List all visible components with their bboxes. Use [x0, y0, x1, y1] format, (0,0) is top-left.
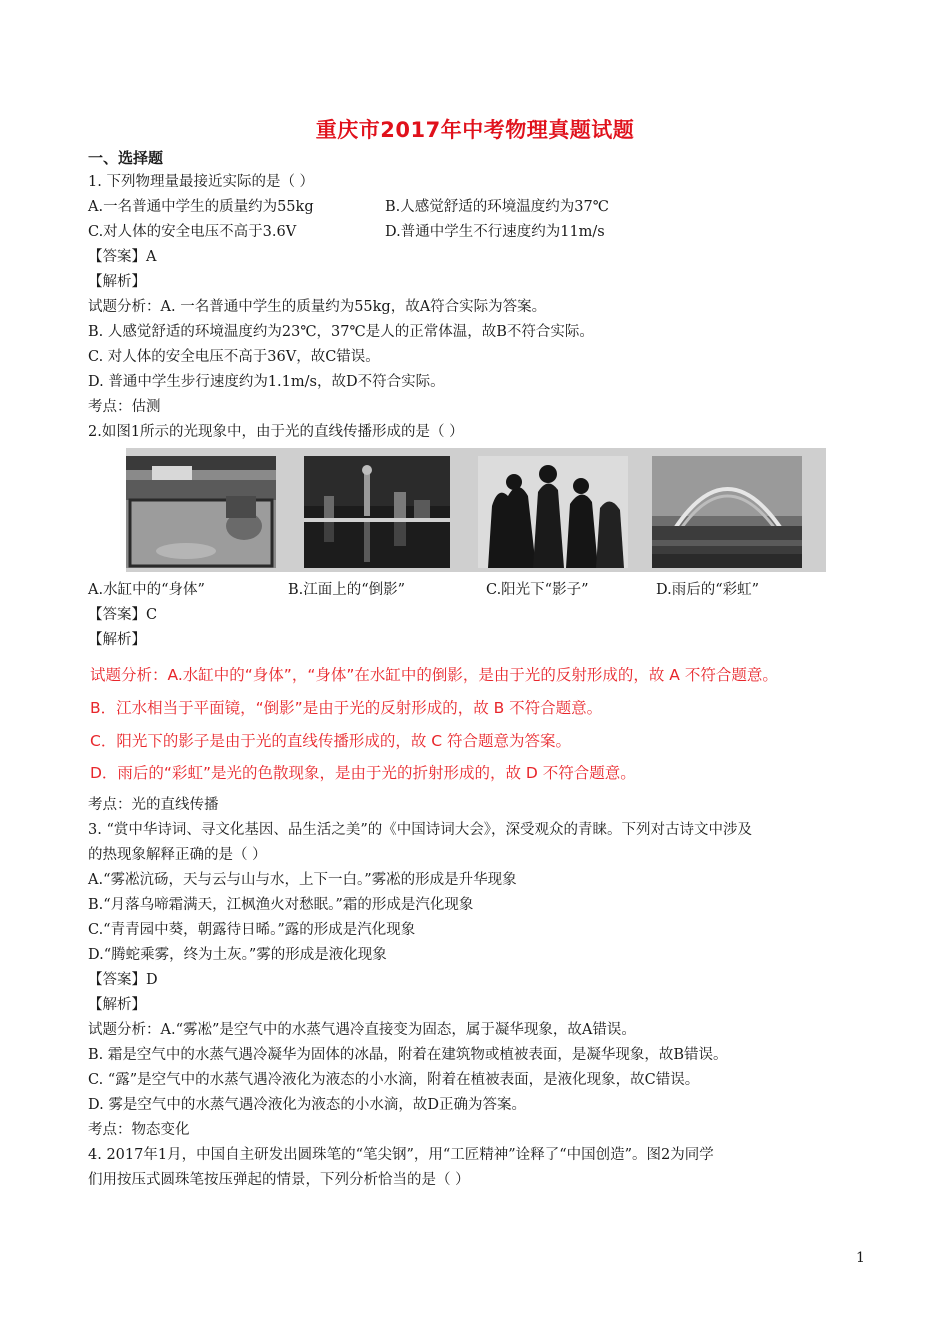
q2-analysis-red-line: B．江水相当于平面镜，“倒影”是由于光的反射形成的，故 B 不符合题意。	[90, 699, 603, 717]
q1-option-b: B.人感觉舒适的环境温度约为37℃	[385, 199, 609, 215]
figure-1-photo-strip	[126, 448, 826, 572]
photo-fish-tank	[126, 456, 276, 568]
q3-analysis-line: C. “露”是空气中的水蒸气遇冷液化为液态的小水滴，附着在植被表面，是液化现象，故C错误。	[88, 1072, 700, 1088]
q2-stem: 2.如图1所示的光现象中，由于光的直线传播形成的是（ ）	[88, 424, 464, 440]
q3-analysis-line: 试题分析：A.“雾凇”是空气中的水蒸气遇冷直接变为固态，属于凝华现象，故A错误。	[88, 1022, 636, 1038]
q3-answer: 【答案】D	[88, 972, 158, 988]
q4-stem-cont: 们用按压式圆珠笔按压弹起的情景，下列分析恰当的是（ ）	[88, 1172, 470, 1188]
section-heading: 一、选择题	[88, 149, 164, 167]
q2-caption-a: A.水缸中的“身体”	[88, 582, 205, 598]
photo-river-reflection	[304, 456, 450, 568]
q3-analysis-line: D. 雾是空气中的水蒸气遇冷液化为液态的小水滴，故D正确为答案。	[88, 1097, 526, 1113]
page-number: 1	[856, 1250, 865, 1266]
q3-analysis-line: B. 霜是空气中的水蒸气遇冷凝华为固体的冰晶，附着在建筑物或植被表面，是凝华现象，故B错误。	[88, 1047, 728, 1063]
q2-kaodian: 考点：光的直线传播	[88, 797, 219, 813]
q3-option-b: B.“月落乌啼霜满天，江枫渔火对愁眠。”霜的形成是汽化现象	[88, 897, 474, 913]
q2-answer: 【答案】C	[88, 607, 158, 623]
q1-option-c: C.对人体的安全电压不高于3.6V	[88, 224, 297, 240]
q1-stem: 1. 下列物理量最接近实际的是（ ）	[88, 174, 315, 190]
q1-option-a: A.一名普通中学生的质量约为55kg	[88, 199, 314, 215]
q1-answer: 【答案】A	[88, 249, 157, 265]
q1-analysis-line: D. 普通中学生步行速度约为1.1m/s，故D不符合实际。	[88, 374, 445, 390]
q3-option-d: D.“腾蛇乘雾，终为土灰。”雾的形成是液化现象	[88, 947, 387, 963]
q2-caption-d: D.雨后的“彩虹”	[656, 582, 760, 598]
q3-stem-cont: 的热现象解释正确的是（ ）	[88, 847, 267, 863]
photo-rainbow	[652, 456, 802, 568]
q2-caption-b: B.江面上的“倒影”	[288, 582, 406, 598]
q4-stem: 4. 2017年1月，中国自主研发出圆珠笔的“笔尖钢”，用“工匠精神”诠释了“中国创造”。图2为同学	[88, 1147, 714, 1163]
q2-analysis-red-line: D．雨后的“彩虹”是光的色散现象，是由于光的折射形成的，故 D 不符合题意。	[90, 764, 636, 782]
q1-analysis-label: 【解析】	[88, 274, 146, 290]
q2-analysis-red-line: C．阳光下的影子是由于光的直线传播形成的，故 C 符合题意为答案。	[90, 732, 572, 750]
q3-option-c: C.“青青园中葵，朝露待日晞。”露的形成是汽化现象	[88, 922, 416, 938]
q2-analysis-red-line: 试题分析：A.水缸中的“身体”，“身体”在水缸中的倒影，是由于光的反射形成的，故 A 不符合题意。	[90, 666, 778, 684]
q1-kaodian: 考点：估测	[88, 399, 161, 415]
q1-analysis-line: C. 对人体的安全电压不高于36V，故C错误。	[88, 349, 380, 365]
q3-stem: 3. “赏中华诗词、寻文化基因、品生活之美”的《中国诗词大会》，深受观众的青睐。下列对古诗文中涉及	[88, 822, 753, 838]
q1-analysis-line: 试题分析：A. 一名普通中学生的质量约为55kg，故A符合实际为答案。	[88, 299, 547, 315]
q3-option-a: A.“雾凇沆砀，天与云与山与水，上下一白。”雾凇的形成是升华现象	[88, 872, 517, 888]
q1-analysis-line: B. 人感觉舒适的环境温度约为23℃，37℃是人的正常体温，故B不符合实际。	[88, 324, 594, 340]
q2-caption-c: C.阳光下“影子”	[486, 582, 589, 598]
q3-analysis-label: 【解析】	[88, 997, 146, 1013]
q2-analysis-label: 【解析】	[88, 632, 146, 648]
q3-kaodian: 考点：物态变化	[88, 1122, 190, 1138]
photo-sun-shadows	[478, 456, 628, 568]
page-title: 重庆市2017年中考物理真题试题	[315, 118, 635, 142]
q1-option-d: D.普通中学生不行速度约为11m/s	[385, 224, 605, 240]
